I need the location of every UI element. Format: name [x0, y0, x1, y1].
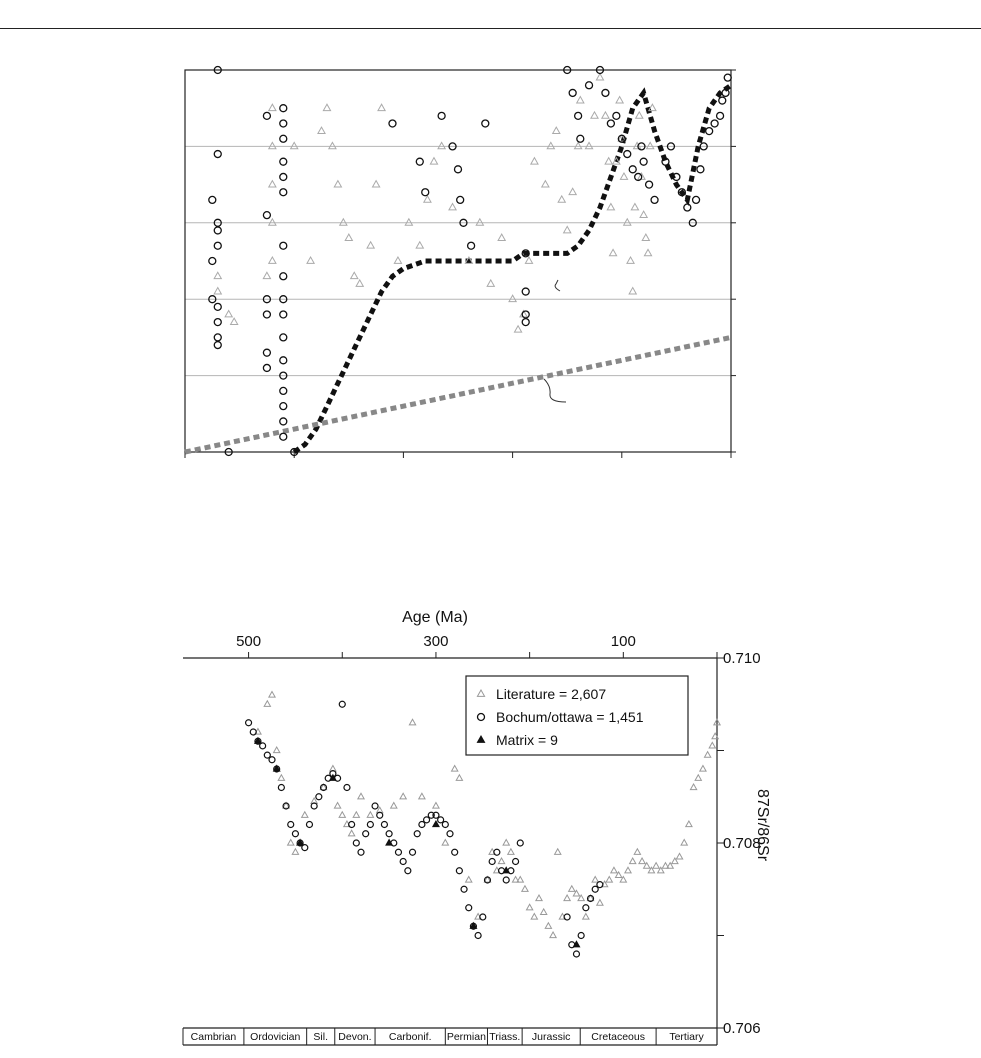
y-tick-label: 0.708: [723, 835, 761, 852]
data-point: [457, 196, 464, 203]
data-point: [278, 775, 284, 781]
data-point: [586, 82, 593, 89]
data-point: [517, 840, 523, 846]
data-point: [447, 831, 453, 837]
data-point: [345, 234, 352, 240]
data-point: [209, 196, 216, 203]
data-point: [214, 151, 221, 158]
data-point: [697, 166, 704, 173]
data-point: [292, 849, 298, 855]
data-point: [339, 701, 345, 707]
data-point: [323, 104, 330, 110]
period-label: Carbonif.: [388, 1031, 432, 1043]
data-point: [400, 859, 406, 865]
data-point: [709, 742, 715, 748]
data-point: [609, 249, 616, 255]
data-point: [292, 831, 298, 837]
data-point: [684, 204, 691, 211]
data-point: [513, 859, 519, 865]
y-tick-label: 0.706: [723, 1020, 761, 1037]
data-point: [438, 142, 445, 148]
data-point: [717, 112, 724, 119]
data-point: [246, 720, 252, 726]
data-point: [353, 840, 359, 846]
data-point: [410, 849, 416, 855]
data-point: [681, 840, 687, 846]
data-point: [395, 849, 401, 855]
data-point: [264, 701, 270, 707]
data-point: [597, 900, 603, 906]
data-point: [381, 822, 387, 828]
data-point: [414, 831, 420, 837]
data-point: [596, 74, 603, 80]
data-point: [263, 311, 270, 318]
data-point: [263, 112, 270, 119]
data-point: [269, 181, 276, 187]
data-point: [536, 895, 542, 901]
data-point: [367, 812, 373, 818]
bottom-chart: [183, 609, 771, 1045]
data-point: [636, 112, 643, 118]
data-point: [514, 326, 521, 332]
data-point: [225, 310, 232, 316]
data-point: [627, 257, 634, 263]
data-point: [583, 914, 589, 920]
data-point: [531, 158, 538, 164]
y-tick-label: 0.710: [723, 650, 761, 667]
data-point: [334, 181, 341, 187]
data-point: [372, 803, 378, 809]
data-point: [629, 166, 636, 173]
legend-label: Literature = 2,607: [496, 686, 607, 702]
data-point: [400, 793, 406, 799]
data-point: [264, 752, 270, 758]
data-point: [269, 757, 275, 763]
data-point: [620, 173, 627, 179]
data-point: [250, 729, 256, 735]
data-point: [433, 803, 439, 809]
data-point: [214, 334, 221, 341]
data-point: [690, 784, 696, 790]
data-point: [329, 142, 336, 148]
period-label: Cambrian: [190, 1031, 237, 1043]
data-point: [602, 89, 609, 96]
data-point: [416, 242, 423, 248]
data-point: [280, 105, 287, 112]
data-point: [569, 886, 575, 892]
x-tick-label: 500: [236, 633, 262, 650]
data-point: [442, 822, 448, 828]
data-point: [476, 219, 483, 225]
data-point: [553, 127, 560, 133]
data-point: [278, 785, 284, 791]
data-point: [302, 812, 308, 818]
data-point: [307, 257, 314, 263]
data-point: [291, 142, 298, 148]
data-point: [422, 189, 429, 196]
data-point: [704, 752, 710, 758]
data-point: [274, 747, 280, 753]
data-point: [280, 189, 287, 196]
data-point: [700, 766, 706, 772]
data-point: [624, 219, 631, 225]
x-axis-label: Age (Ma): [402, 609, 468, 626]
data-point: [280, 334, 287, 341]
data-point: [503, 877, 509, 883]
data-point: [573, 951, 579, 957]
data-point: [525, 257, 532, 263]
data-point: [280, 311, 287, 318]
data-point: [577, 97, 584, 103]
data-point: [280, 403, 287, 410]
data-point: [358, 849, 364, 855]
data-point: [564, 226, 571, 232]
data-point: [214, 242, 221, 249]
data-point: [367, 242, 374, 248]
data-point: [640, 158, 647, 165]
data-point: [280, 273, 287, 280]
data-point: [263, 349, 270, 356]
data-point: [583, 905, 589, 911]
data-point: [280, 135, 287, 142]
data-point: [592, 877, 598, 883]
data-point: [564, 895, 570, 901]
data-point: [526, 904, 532, 910]
data-point: [209, 258, 216, 265]
data-point: [280, 120, 287, 127]
data-point: [686, 821, 692, 827]
data-point: [455, 166, 462, 173]
data-point: [280, 433, 287, 440]
data-point: [569, 188, 576, 194]
data-point: [430, 158, 437, 164]
data-point: [405, 868, 411, 874]
data-point: [280, 418, 287, 425]
data-point: [545, 923, 551, 929]
data-point: [706, 128, 713, 135]
data-point: [558, 196, 565, 202]
data-point: [334, 803, 340, 809]
data-point: [405, 219, 412, 225]
data-point: [616, 97, 623, 103]
data-point: [280, 387, 287, 394]
data-point: [625, 867, 631, 873]
data-point: [419, 793, 425, 799]
data-point: [214, 342, 221, 349]
data-point: [280, 242, 287, 249]
data-point: [607, 204, 614, 210]
data-point: [318, 127, 325, 133]
data-point: [542, 181, 549, 187]
data-point: [280, 357, 287, 364]
data-point: [624, 151, 631, 158]
trend-curve-2: [185, 337, 731, 452]
data-point: [394, 257, 401, 263]
data-point: [489, 859, 495, 865]
data-point: [452, 766, 458, 772]
data-point: [214, 288, 221, 294]
data-point: [522, 886, 528, 892]
data-point: [391, 803, 397, 809]
data-point: [344, 785, 350, 791]
data-point: [547, 142, 554, 148]
data-point: [651, 196, 658, 203]
data-point: [373, 181, 380, 187]
legend: [466, 676, 688, 755]
period-label: Tertiary: [669, 1031, 704, 1043]
data-point: [424, 196, 431, 202]
data-point: [711, 120, 718, 127]
data-point: [214, 303, 221, 310]
data-point: [564, 914, 570, 920]
data-point: [456, 868, 462, 874]
data-point: [409, 719, 415, 725]
callout-arrow: [544, 379, 566, 402]
data-point: [591, 112, 598, 118]
data-point: [214, 319, 221, 326]
data-point: [487, 280, 494, 286]
y-axis-label: 87Sr/86Sr: [754, 788, 771, 862]
data-point: [351, 272, 358, 278]
data-point: [498, 858, 504, 864]
data-point: [419, 822, 425, 828]
data-point: [639, 858, 645, 864]
data-point: [597, 882, 603, 888]
data-point: [613, 112, 620, 119]
data-point: [693, 196, 700, 203]
data-point: [468, 242, 475, 249]
data-point: [386, 831, 392, 837]
data-point: [416, 158, 423, 165]
data-point: [695, 775, 701, 781]
data-point: [578, 933, 584, 939]
period-label: Cretaceous: [591, 1031, 646, 1043]
data-point: [508, 849, 514, 855]
data-point: [452, 849, 458, 855]
data-point: [280, 158, 287, 165]
legend-label: Matrix = 9: [496, 732, 558, 748]
data-point: [475, 933, 481, 939]
data-point: [640, 211, 647, 217]
data-point: [724, 74, 731, 81]
data-point: [340, 219, 347, 225]
period-label: Triass.: [489, 1031, 521, 1043]
data-point: [461, 886, 467, 892]
period-label: Jurassic: [531, 1031, 571, 1043]
data-point: [611, 867, 617, 873]
data-point: [676, 853, 682, 859]
trend-curve-1: [294, 85, 731, 452]
data-point: [517, 877, 523, 883]
data-point: [269, 104, 276, 110]
data-point: [585, 142, 592, 148]
data-point: [269, 219, 276, 225]
period-label: Ordovician: [250, 1031, 301, 1043]
data-point: [555, 849, 561, 855]
data-point: [288, 822, 294, 828]
data-point: [356, 280, 363, 286]
data-point: [631, 204, 638, 210]
data-point: [550, 932, 556, 938]
data-point: [642, 234, 649, 240]
data-point: [602, 112, 609, 118]
data-point: [306, 822, 312, 828]
data-point: [358, 793, 364, 799]
data-point: [644, 249, 651, 255]
data-point: [522, 319, 529, 326]
data-point: [482, 120, 489, 127]
data-point: [569, 89, 576, 96]
data-point: [269, 142, 276, 148]
data-point: [263, 272, 270, 278]
data-point: [629, 288, 636, 294]
data-point: [263, 364, 270, 371]
data-point: [719, 97, 726, 104]
data-point: [577, 135, 584, 142]
data-point: [494, 849, 500, 855]
data-point: [607, 120, 614, 127]
x-tick-label: 100: [610, 633, 636, 650]
period-label: Devon.: [338, 1031, 372, 1043]
data-point: [269, 692, 275, 698]
period-label: Sil.: [313, 1031, 329, 1043]
data-point: [630, 858, 636, 864]
data-point: [378, 104, 385, 110]
period-label: Permian: [446, 1031, 486, 1043]
data-point: [531, 914, 537, 920]
data-point: [647, 142, 654, 148]
data-point: [605, 158, 612, 164]
data-point: [438, 817, 444, 823]
data-point: [442, 840, 448, 846]
data-point: [363, 831, 369, 837]
x-tick-label: 300: [423, 633, 449, 650]
data-point: [389, 120, 396, 127]
data-point: [214, 227, 221, 234]
data-point: [214, 272, 221, 278]
data-point: [606, 877, 612, 883]
data-point: [316, 794, 322, 800]
data-point: [348, 830, 354, 836]
data-point: [438, 112, 445, 119]
data-point: [653, 863, 659, 869]
data-point: [522, 288, 529, 295]
data-point: [498, 234, 505, 240]
data-point: [575, 112, 582, 119]
callout-arrow: [555, 280, 560, 291]
data-point: [353, 812, 359, 818]
data-point: [541, 909, 547, 915]
data-point: [269, 257, 276, 263]
data-point: [339, 812, 345, 818]
data-point: [503, 840, 509, 846]
data-point: [424, 817, 430, 823]
data-point: [466, 905, 472, 911]
data-point: [280, 173, 287, 180]
data-point: [456, 775, 462, 781]
top-chart: [185, 67, 736, 459]
legend-label: Bochum/ottawa = 1,451: [496, 709, 644, 725]
data-point: [367, 822, 373, 828]
data-point: [509, 295, 516, 301]
data-point: [231, 318, 238, 324]
data-point: [349, 822, 355, 828]
data-point: [634, 849, 640, 855]
data-point: [575, 142, 582, 148]
data-point: [466, 877, 472, 883]
data-point: [480, 914, 486, 920]
data-point: [592, 886, 598, 892]
data-point: [449, 204, 456, 210]
data-point: [646, 181, 653, 188]
data-point: [263, 212, 270, 219]
data-point: [288, 840, 294, 846]
